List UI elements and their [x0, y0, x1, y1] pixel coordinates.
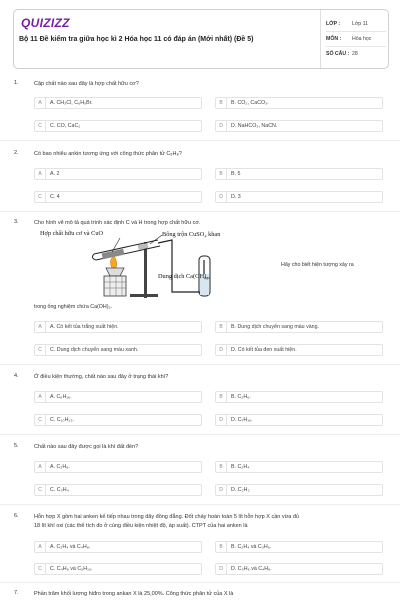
option-text: C. C₄H₈ và C₅H₁₀.	[50, 566, 93, 572]
option-letter: A	[35, 98, 46, 108]
meta-key: SỐ CÂU :	[326, 51, 350, 57]
option-letter: B	[216, 98, 227, 108]
option-text: D. 3	[231, 194, 241, 200]
option-text: D. NaHCO₃, NaCN.	[231, 123, 278, 129]
meta-key: MÔN :	[326, 36, 342, 42]
option-text: D. Có kết tủa đen xuất hiện.	[231, 347, 297, 353]
meta-value: 28	[352, 51, 358, 57]
option-text: C. 4	[50, 194, 60, 200]
q1-option-d[interactable]	[215, 120, 383, 132]
option-letter: A	[35, 542, 46, 552]
option-letter: C	[35, 564, 46, 574]
q2-option-d[interactable]	[215, 191, 383, 203]
option-letter: C	[35, 192, 46, 202]
divider	[0, 211, 400, 212]
question-number: 1.	[14, 80, 19, 86]
option-letter: C	[35, 345, 46, 355]
option-letter: C	[35, 485, 46, 495]
option-letter: D	[216, 564, 227, 574]
option-text: B. Dung dịch chuyển sang màu vàng.	[231, 324, 320, 330]
meta-count	[326, 46, 386, 61]
meta-key: LỚP :	[326, 20, 341, 27]
option-text: A. C₆H₁₆.	[50, 394, 72, 400]
option-letter: B	[216, 322, 227, 332]
option-text: B. C₂H₄ và C₃H₆.	[231, 544, 272, 550]
q5-option-b[interactable]	[215, 461, 383, 473]
solution-label: Dung dịch Ca(OH)₂	[158, 273, 209, 280]
compound-label: Hợp chất hữu cơ và CuO	[40, 230, 104, 237]
option-letter: C	[35, 121, 46, 131]
option-text: A. C₂H₄ và C₄H₈.	[50, 544, 91, 550]
q4-option-c[interactable]	[34, 414, 202, 426]
stand-base	[130, 294, 158, 297]
q5-option-c[interactable]	[34, 484, 202, 496]
meta-value: Lớp 11	[352, 20, 368, 27]
burner-head	[106, 268, 124, 276]
option-text: B. 5	[231, 171, 241, 177]
lab-apparatus-figure	[34, 230, 264, 300]
apparatus-drawing	[34, 230, 264, 300]
option-text: B. C₂H₄	[231, 464, 250, 470]
meta-grade	[326, 16, 386, 31]
question-number: 5.	[14, 443, 19, 449]
question-text: Cặp chất nào sau đây là hợp chất hữu cơ?	[34, 81, 139, 87]
option-letter: A	[35, 392, 46, 402]
question-text: Hỗn hợp X gồm hai anken kế tiếp nhau trong dãy đồng đẳng. Đốt cháy hoàn toàn 5 lít hỗn hợp X cần vừa đủ 18 lít khí oxi (các thể tích đo ở cùng điều kiện nhiệt độ, áp suất). CTPT của hai anken là	[34, 514, 299, 529]
divider	[0, 582, 400, 583]
q4-option-b[interactable]	[215, 391, 383, 403]
divider	[0, 140, 400, 141]
question-number: 4.	[14, 373, 19, 379]
option-text: A. C₂H₆.	[50, 464, 70, 470]
option-text: A. 2	[50, 171, 60, 177]
option-text: C. CO, CaC₂	[50, 123, 81, 129]
q1-option-b[interactable]	[215, 97, 383, 109]
option-letter: B	[216, 462, 227, 472]
option-letter: D	[216, 121, 227, 131]
option-letter: A	[35, 169, 46, 179]
question-text: Phần trăm khối lượng hiđro trong ankan X là 25,00%. Công thức phân tử của X là	[34, 591, 234, 597]
q4-option-d[interactable]	[215, 414, 383, 426]
option-text: D. C₂H₂	[231, 487, 250, 493]
option-text: C. C₁₀H₂₂.	[50, 417, 75, 423]
option-letter: B	[216, 392, 227, 402]
q4-option-a[interactable]	[34, 391, 202, 403]
question-text-cont: Hãy cho biết hiện tượng xảy ra	[281, 262, 354, 268]
worksheet-header	[13, 9, 389, 69]
question-number: 7.	[14, 590, 19, 596]
option-text: A. CH₃Cl, C₆H₅Br.	[50, 100, 93, 106]
q3-option-a[interactable]	[34, 321, 202, 333]
option-text: D. C₃H₆ và C₄H₈.	[231, 566, 272, 572]
question-number: 3.	[14, 219, 19, 225]
divider	[0, 434, 400, 435]
divider	[0, 364, 400, 365]
question-text: Cho hình vẽ mô tả quá trình xác định C và H trong hợp chất hữu cơ.	[34, 220, 201, 226]
q6-option-d[interactable]	[215, 563, 383, 575]
q3-option-d[interactable]	[215, 344, 383, 356]
option-letter: A	[35, 462, 46, 472]
meta-value: Hóa học	[352, 36, 372, 42]
option-text: B. CO₂, CaCO₃.	[231, 100, 269, 106]
worksheet-title: Bộ 11 Đề kiểm tra giữa học kì 2 Hóa học 11 có đáp án (Mới nhất) (Đề 5)	[19, 36, 254, 43]
option-text: D. C₇H₁₆.	[231, 417, 253, 423]
test-tube	[92, 240, 160, 260]
option-text: A. Có kết tủa trắng xuất hiện.	[50, 324, 119, 330]
q6-option-c[interactable]	[34, 563, 202, 575]
delivery-tube	[158, 240, 204, 292]
cotton-label: Bông trộn CuSO₄ khan	[162, 231, 221, 238]
q2-option-c[interactable]	[34, 191, 202, 203]
question-text: Có bao nhiêu ankin tương ứng với công thức phân tử C₅H₈?	[34, 151, 182, 157]
q6-option-a[interactable]	[34, 541, 202, 553]
q1-option-a[interactable]	[34, 97, 202, 109]
q3-option-c[interactable]	[34, 344, 202, 356]
q5-option-d[interactable]	[215, 484, 383, 496]
burner-base	[104, 276, 126, 296]
stand-rod	[144, 242, 147, 298]
option-letter: C	[35, 415, 46, 425]
option-letter: B	[216, 169, 227, 179]
question-text: Ở điều kiện thường, chất nào sau đây ở trạng thái khí?	[34, 374, 169, 380]
q5-option-a[interactable]	[34, 461, 202, 473]
option-text: B. C₂H₆.	[231, 394, 251, 400]
q2-option-b[interactable]	[215, 168, 383, 180]
meta-table	[326, 16, 386, 61]
q3-option-b[interactable]	[215, 321, 383, 333]
question-number: 6.	[14, 513, 19, 519]
question-text-cont: trong ống nghiệm chứa Ca(OH)₂.	[34, 304, 113, 310]
option-text: C. C₃H₄	[50, 487, 69, 493]
quizizz-logo: QUIZIZZ	[21, 16, 70, 30]
q2-option-a[interactable]	[34, 168, 202, 180]
q1-option-c[interactable]	[34, 120, 202, 132]
option-letter: B	[216, 542, 227, 552]
option-letter: D	[216, 415, 227, 425]
flame	[110, 256, 116, 268]
option-letter: D	[216, 192, 227, 202]
divider	[0, 504, 400, 505]
option-letter: A	[35, 322, 46, 332]
q6-option-b[interactable]	[215, 541, 383, 553]
option-letter: D	[216, 345, 227, 355]
question-number: 2.	[14, 150, 19, 156]
question-text: Chất nào sau đây được gọi là khí đất đèn?	[34, 444, 139, 450]
option-letter: D	[216, 485, 227, 495]
header-divider	[320, 10, 321, 68]
meta-subject	[326, 31, 386, 46]
option-text: C. Dung dịch chuyển sang màu xanh.	[50, 347, 139, 353]
